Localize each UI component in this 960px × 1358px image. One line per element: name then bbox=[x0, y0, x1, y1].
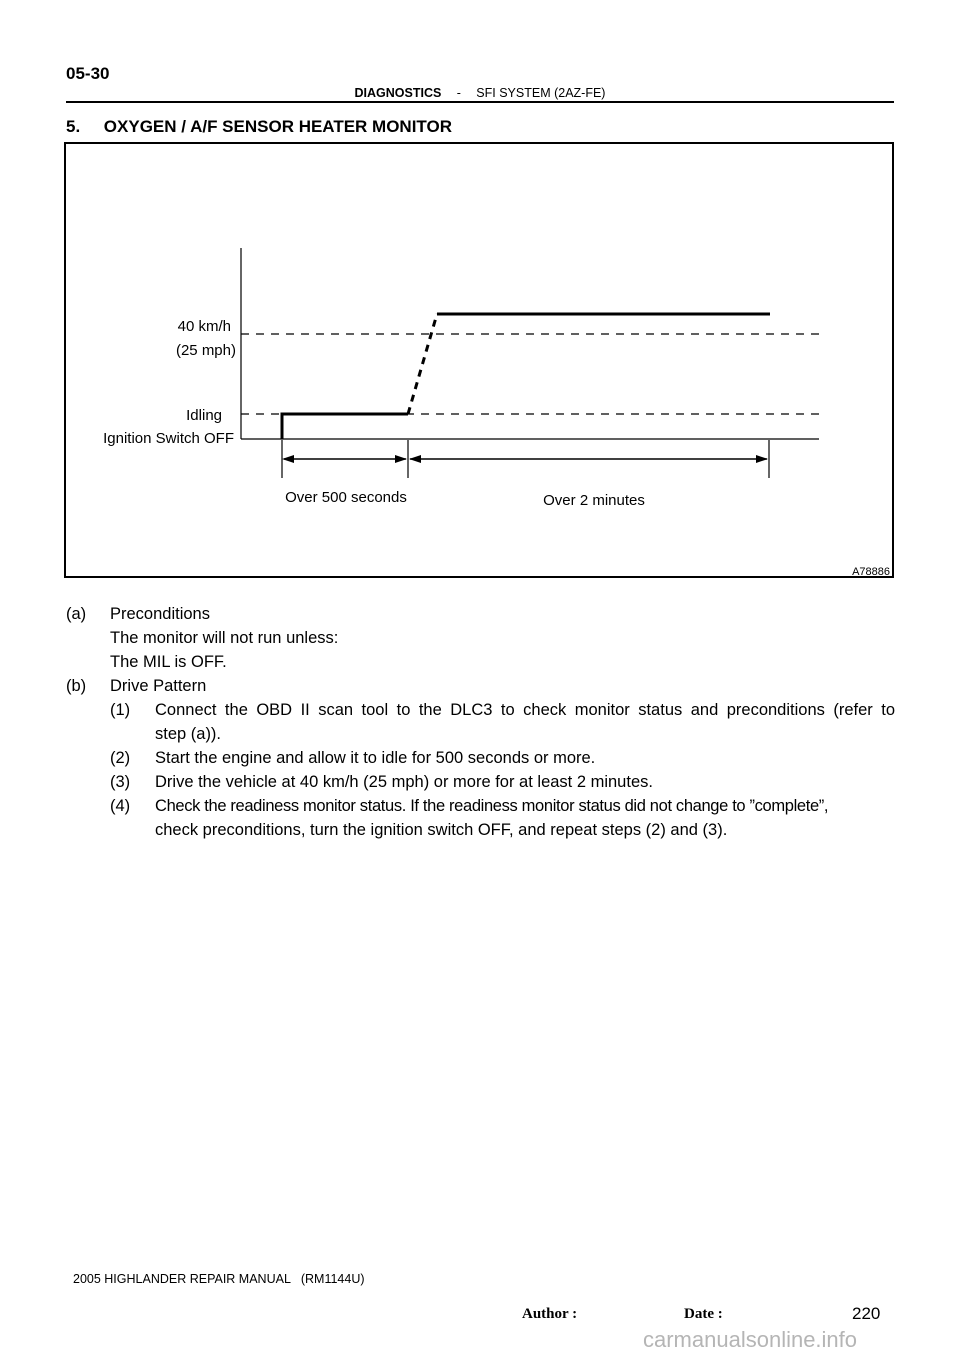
watermark: carmanualsonline.info bbox=[643, 1327, 858, 1352]
date-label: Date : bbox=[684, 1306, 723, 1322]
arrowhead bbox=[282, 455, 294, 463]
duration1-label: Over 500 seconds bbox=[285, 489, 407, 506]
manual-title: 2005 HIGHLANDER REPAIR MANUAL (RM1144U) bbox=[73, 1272, 365, 1286]
step-1-marker: (1) bbox=[110, 701, 131, 719]
drive-pattern-figure bbox=[64, 142, 894, 578]
step-1-line2: step (a)). bbox=[155, 725, 222, 743]
speed-label-kmh: 40 km/h bbox=[177, 318, 231, 335]
step-3-line1: Drive the vehicle at 40 km/h (25 mph) or more for at least 2 minutes. bbox=[155, 773, 653, 791]
preconditions-title: Preconditions bbox=[110, 605, 210, 623]
preconditions-line2: The MIL is OFF. bbox=[110, 653, 227, 671]
duration2-label: Over 2 minutes bbox=[543, 492, 645, 509]
preconditions-line1: The monitor will not run unless: bbox=[110, 629, 339, 647]
step-2-line1: Start the engine and allow it to idle for 500 seconds or more. bbox=[155, 749, 596, 767]
step-4-line2: check preconditions, turn the ignition switch OFF, and repeat steps (2) and (3). bbox=[155, 821, 728, 839]
speed-label-mph: (25 mph) bbox=[175, 342, 236, 359]
arrowhead bbox=[395, 455, 407, 463]
idle-label: Idling bbox=[186, 407, 222, 424]
figure-id: A78886 bbox=[852, 566, 890, 576]
header-separator: - bbox=[456, 86, 461, 100]
step-4-marker: (4) bbox=[110, 797, 131, 815]
footer-page-number: 220 bbox=[852, 1304, 881, 1323]
marker-a: (a) bbox=[66, 605, 87, 623]
acceleration-segment bbox=[408, 314, 437, 414]
header-rule bbox=[66, 101, 894, 103]
page-number: 05-30 bbox=[66, 64, 110, 83]
drive-pattern-diagram bbox=[66, 144, 892, 576]
header-system: SFI SYSTEM (2AZ-FE) bbox=[476, 86, 606, 100]
section-title: 5. OXYGEN / A/F SENSOR HEATER MONITOR bbox=[66, 117, 453, 136]
arrowhead bbox=[409, 455, 421, 463]
drive-pattern-title: Drive Pattern bbox=[110, 677, 207, 695]
step-1-line1: Connect the OBD II scan tool to the DLC3 to check monitor status and preconditions (refer to bbox=[155, 701, 895, 719]
running-header bbox=[0, 86, 960, 100]
step-2-marker: (2) bbox=[110, 749, 131, 767]
marker-b: (b) bbox=[66, 677, 87, 695]
step-3-marker: (3) bbox=[110, 773, 131, 791]
ignition-off-label: Ignition Switch OFF bbox=[103, 430, 234, 447]
step-4-line1: Check the readiness monitor status. If the readiness monitor status did not change to ”complete”, bbox=[155, 797, 829, 815]
author-label: Author : bbox=[522, 1306, 578, 1322]
arrowhead bbox=[756, 455, 768, 463]
header-section: DIAGNOSTICS bbox=[354, 86, 442, 100]
idle-segment bbox=[282, 414, 408, 439]
